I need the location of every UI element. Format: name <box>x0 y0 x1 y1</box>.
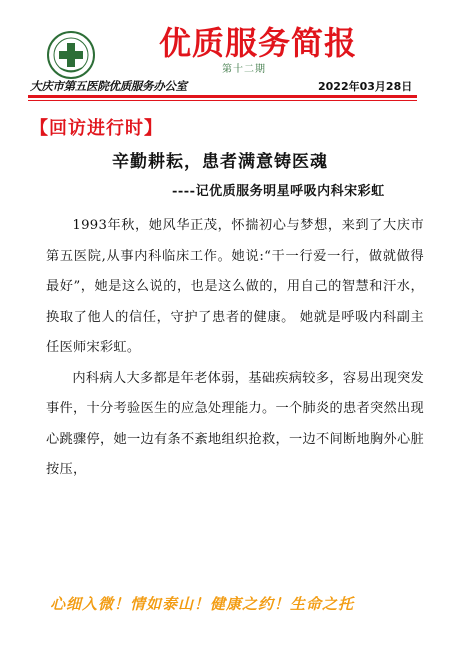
hospital-logo-icon <box>46 30 96 80</box>
office-name: 大庆市第五医院优质服务办公室 <box>30 79 187 93</box>
newsletter-title: 优质服务简报 <box>158 24 357 62</box>
article-paragraph: 内科病人大多都是年老体弱，基础疾病较多，容易出现突发事件，十分考验医生的应急处理能力。一个肺炎的患者突然出现心跳骤停，她一边有条不紊地组织抢救，一边不间断地胸外心脏按压， <box>46 370 424 477</box>
footer-slogan: 心细入微！情如泰山！健康之约！生命之托 <box>50 595 355 613</box>
article-subheadline: ----记优质服务明星呼吸内科宋彩虹 <box>172 184 385 199</box>
section-title: 【回访进行时】 <box>30 118 163 139</box>
issue-number: 第十二期 <box>222 64 266 75</box>
issue-date: 2022年03月28日 <box>318 80 413 93</box>
header-divider-thin <box>28 100 417 101</box>
article-body <box>46 211 424 486</box>
header-divider-thick <box>28 95 417 98</box>
article-headline: 辛勤耕耘，患者满意铸医魂 <box>112 152 328 172</box>
article-paragraph: 1993年秋，她风华正茂，怀揣初心与梦想，来到了大庆市第五医院,从事内科临床工作。她说:“干一行爱一行，做就做得最好”，她是这么说的，也是这么做的，用自己的智慧和汗水，换取了他人的信任，守护了患者的健康。 她就是呼吸内科副主任医师宋彩虹。 <box>46 218 424 355</box>
